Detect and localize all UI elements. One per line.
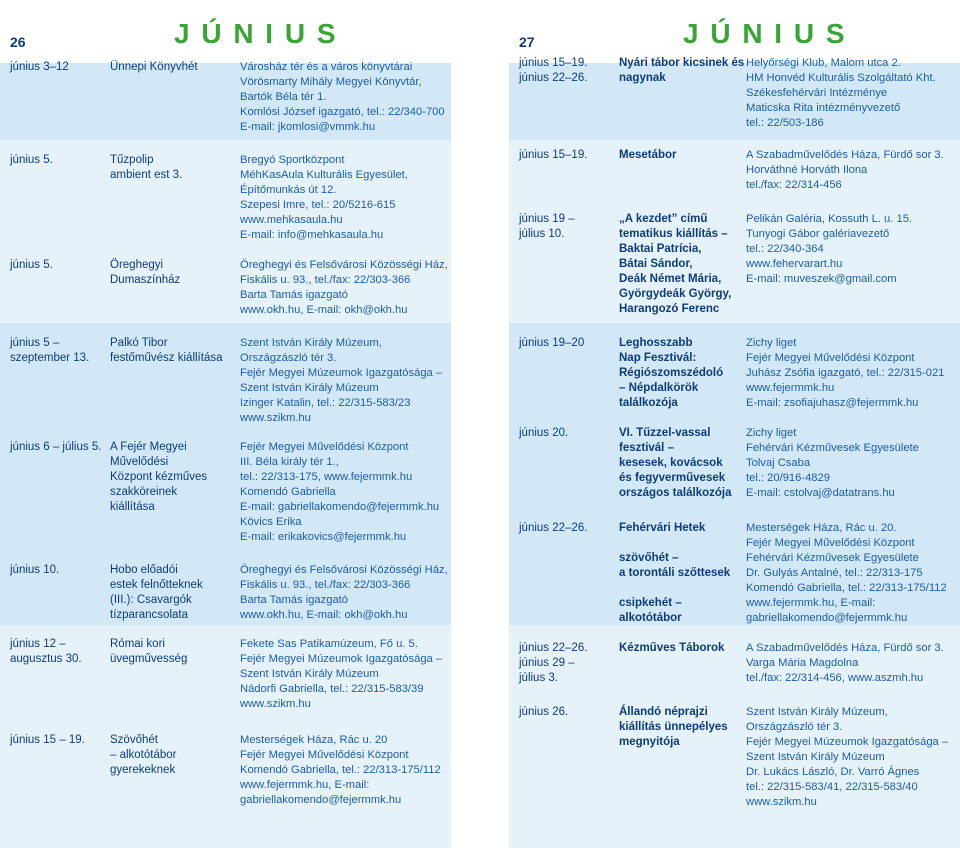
- event-venue-line: tel.: 22/503-186: [746, 117, 824, 129]
- event-title-line: Nyári tábor kicsinek és: [619, 57, 745, 69]
- event-date-line: június 5 –: [10, 337, 60, 349]
- event-venue-line: III. Béla király tér 1.,: [240, 456, 339, 468]
- event-venue-line: Zichy liget: [746, 427, 797, 439]
- left-page: [0, 0, 451, 848]
- event-title-line: Harangozó Ferenc: [619, 303, 720, 315]
- page-header: [0, 0, 451, 63]
- event-venue-line: tel.: 22/340-364: [746, 243, 824, 255]
- event-venue-line: Szent István Király Múzeum,: [240, 337, 382, 349]
- event-venue-line: Fejér Megyei Múzeumok Igazgatósága –: [240, 653, 443, 665]
- event-venue-line[interactable]: www.fehervarart.hu: [746, 258, 843, 270]
- event-date-line: június 29 –: [519, 657, 575, 669]
- event-venue: [746, 148, 958, 193]
- event-date-line: június 19 –: [519, 213, 575, 225]
- event-venue: [240, 153, 450, 243]
- right-page: [509, 0, 960, 848]
- event-title-line: szövőhét –: [619, 552, 679, 564]
- event-date-line: június 20.: [519, 427, 569, 439]
- event-title: [619, 426, 743, 501]
- event-date-line: szeptember 13.: [10, 352, 90, 364]
- event-title-line: VI. Tűzzel-vassal: [619, 427, 711, 439]
- event-date: [10, 440, 106, 455]
- event-title-line: Ünnepi Könyvhét: [110, 61, 198, 73]
- event-title-line: Deák Német Mária,: [619, 273, 722, 285]
- event-venue-line: tel.: 20/916-4829: [746, 472, 830, 484]
- event-title-line: Bátai Sándor,: [619, 258, 693, 270]
- event-date-line: június 3–12: [10, 61, 69, 73]
- event-venue-line[interactable]: www.okh.hu, E-mail: okh@okh.hu: [240, 609, 408, 621]
- event-venue-line: Szent István Király Múzeum: [240, 668, 379, 680]
- event-date-line: június 10.: [10, 564, 60, 576]
- event-date: [10, 563, 106, 578]
- event-venue-line[interactable]: www.szikm.hu: [240, 698, 311, 710]
- event-title-line: Szövőhét: [110, 734, 158, 746]
- event-title-line: országos találkozója: [619, 487, 732, 499]
- event-title-line: – alkotótábor: [110, 749, 177, 761]
- event-date: [10, 60, 106, 75]
- event-venue-line[interactable]: E-mail: gabriellakomendo@fejermmk.hu: [240, 501, 440, 513]
- event-venue-line[interactable]: www.fejermmk.hu: [746, 382, 835, 394]
- event-title-line: a torontáli szőttesek: [619, 567, 731, 579]
- event-venue-line: Horváthné Horváth Ilona: [746, 164, 868, 176]
- event-title-line: Központ kézműves: [110, 471, 208, 483]
- event-venue-line[interactable]: www.szikm.hu: [240, 412, 311, 424]
- event-venue-line: HM Honvéd Kulturális Szolgáltató Kht.: [746, 72, 936, 84]
- event-venue-line[interactable]: E-mail: jkomlosi@vmmk.hu: [240, 121, 376, 133]
- month-heading: JÚNIUS: [174, 18, 348, 49]
- event-venue: [746, 336, 958, 411]
- event-title-line: (III.): Csavargók: [110, 594, 192, 606]
- event-venue-line: Komlósi József igazgató, tel.: 22/340-700: [240, 106, 445, 118]
- event-date: [519, 705, 615, 720]
- event-venue-line: Juhász Zsófia igazgató, tel.: 22/315-021: [746, 367, 945, 379]
- event-title-line: Nap Fesztivál:: [619, 352, 697, 364]
- event-venue-line: tel.: 22/315-583/41, 22/315-583/40: [746, 781, 918, 793]
- event-venue-line: MéhKasAula Kulturális Egyesület,: [240, 169, 408, 181]
- event-venue-line: Tolvaj Csaba: [746, 457, 811, 469]
- event-date-line: július 10.: [519, 228, 565, 240]
- event-title-line: kesesek, kovácsok: [619, 457, 723, 469]
- event-date: [519, 641, 615, 686]
- event-venue: [240, 733, 450, 808]
- event-title-line: „A kezdet” című: [619, 213, 708, 225]
- event-title-line: kiállítása: [110, 501, 155, 513]
- event-date-line: június 15–19.: [519, 149, 588, 161]
- event-venue-line[interactable]: E-mail: zsofiajuhasz@fejermmk.hu: [746, 397, 919, 409]
- event-title: [619, 521, 743, 626]
- event-date: [10, 336, 106, 366]
- event-title: [110, 440, 240, 515]
- event-venue-line: Tunyogi Gábor galériavezető: [746, 228, 890, 240]
- event-title-line: Művelődési: [110, 456, 169, 468]
- event-title-line: A Fejér Megyei: [110, 441, 187, 453]
- event-date-line: június 15 – 19.: [10, 734, 85, 746]
- event-title-line: szakköreinek: [110, 486, 178, 498]
- event-venue-line: Komendó Gabriella, tel.: 22/313-175/112: [746, 582, 947, 594]
- event-title-line: Dumaszínház: [110, 274, 181, 286]
- event-venue-line: Fekete Sas Patikamúzeum, Fő u. 5.: [240, 638, 418, 650]
- event-date-line: június 19–20: [519, 337, 585, 349]
- event-title-line: Öreghegyi: [110, 259, 164, 271]
- event-venue-line: Fejér Megyei Múzeumok Igazgatósága –: [240, 367, 443, 379]
- event-date: [519, 212, 615, 242]
- event-title-line: [619, 536, 743, 551]
- event-venue-line: Országzászló tér 3.: [746, 721, 843, 733]
- event-venue-line: Építőmunkás út 12.: [240, 184, 337, 196]
- event-venue-line: Szent István Király Múzeum: [240, 382, 379, 394]
- event-venue-line: Varga Mária Magdolna: [746, 657, 859, 669]
- event-venue-line: Fejér Megyei Művelődési Központ: [746, 352, 915, 364]
- event-venue-line: Öreghegyi és Felsővárosi Közösségi Ház,: [240, 564, 448, 576]
- event-date-line: június 22–26.: [519, 72, 588, 84]
- event-venue: [746, 641, 958, 686]
- event-venue-line[interactable]: www.fejermmk.hu, E-mail:: [240, 779, 370, 791]
- event-venue-line: Szent István Király Múzeum,: [746, 706, 888, 718]
- event-title-line: Fehérvári Hetek: [619, 522, 706, 534]
- event-date: [519, 521, 615, 536]
- event-venue-line: Helyőrségi Klub, Malom utca 2.: [746, 57, 901, 69]
- event-title: [110, 563, 240, 623]
- event-venue-line[interactable]: gabriellakomendo@fejermmk.hu: [746, 612, 908, 624]
- event-title-line: Mesetábor: [619, 149, 677, 161]
- event-date: [519, 148, 615, 163]
- event-date: [519, 56, 615, 86]
- event-venue-line: Kövics Erika: [240, 516, 302, 528]
- event-title: [110, 733, 240, 778]
- event-venue-line: Székesfehérvári Intézménye: [746, 87, 888, 99]
- event-venue-line: Barta Tamás igazgató: [240, 289, 349, 301]
- event-date-line: június 5.: [10, 154, 53, 166]
- event-title: [110, 60, 240, 75]
- event-venue-line: Országzászló tér 3.: [240, 352, 337, 364]
- event-venue-line[interactable]: www.mehkasaula.hu: [240, 214, 343, 226]
- event-title-line: találkozója: [619, 397, 678, 409]
- event-date-line: június 22–26.: [519, 642, 588, 654]
- event-title-line: kiállítás ünnepélyes: [619, 721, 728, 733]
- event-venue-line[interactable]: E-mail: cstolvaj@datatrans.hu: [746, 487, 895, 499]
- event-venue: [240, 440, 450, 545]
- event-venue-line: Fejér Megyei Művelődési Központ: [746, 537, 915, 549]
- event-venue: [240, 336, 450, 426]
- event-venue-line: Zichy liget: [746, 337, 797, 349]
- page-number: 27: [519, 34, 535, 50]
- event-title-line: alkotótábor: [619, 612, 682, 624]
- event-venue-line: Öreghegyi és Felsővárosi Közösségi Ház,: [240, 259, 448, 271]
- event-venue: [746, 212, 958, 287]
- event-venue-line: Fiskális u. 93., tel./fax: 22/303-366: [240, 274, 411, 286]
- event-venue-line: Dr. Lukács László, Dr. Varró Ágnes: [746, 766, 920, 778]
- event-venue: [240, 258, 450, 318]
- event-title-line: megnyitója: [619, 736, 680, 748]
- event-title-line: tematikus kiállítás –: [619, 228, 728, 240]
- event-title: [619, 336, 743, 411]
- event-title-line: Leghosszabb: [619, 337, 693, 349]
- event-title-line: festőművész kiállítása: [110, 352, 223, 364]
- event-date-line: június 26.: [519, 706, 569, 718]
- event-title: [110, 258, 240, 288]
- event-venue-line: Bregyó Sportközpont: [240, 154, 345, 166]
- event-title-line: Állandó néprajzi: [619, 706, 708, 718]
- event-venue: [240, 563, 450, 623]
- event-date: [10, 153, 106, 168]
- event-title-line: üvegművesség: [110, 653, 188, 665]
- event-venue-line[interactable]: E-mail: muveszek@gmail.com: [746, 273, 897, 285]
- event-venue-line[interactable]: gabriellakomendo@fejermmk.hu: [240, 794, 402, 806]
- event-date-line: június 5.: [10, 259, 53, 271]
- event-date-line: június 12 –: [10, 638, 66, 650]
- event-date: [519, 336, 615, 351]
- event-venue-line: Maticska Rita intézményvezető: [746, 102, 901, 114]
- event-title-line: Római kori: [110, 638, 165, 650]
- event-venue-line: Fejér Megyei Múzeumok Igazgatósága –: [746, 736, 949, 748]
- event-title-line: csipkehét –: [619, 597, 682, 609]
- event-venue: [240, 60, 450, 135]
- event-venue-line[interactable]: E-mail: info@mehkasaula.hu: [240, 229, 384, 241]
- event-venue-line: Mesterségek Háza, Rác u. 20.: [746, 522, 897, 534]
- page-number: 26: [10, 34, 26, 50]
- event-venue: [240, 637, 450, 712]
- event-venue-line: Komendó Gabriella: [240, 486, 336, 498]
- event-venue-line[interactable]: www.fejermmk.hu, E-mail:: [746, 597, 876, 609]
- event-title-line: – Népdalkörök: [619, 382, 699, 394]
- event-venue: [746, 56, 958, 131]
- event-title: [619, 641, 743, 656]
- event-venue-line: Izinger Katalin, tel.: 22/315-583/23: [240, 397, 411, 409]
- event-title: [619, 56, 743, 86]
- event-venue-line: Fiskális u. 93., tel./fax: 22/303-366: [240, 579, 411, 591]
- event-venue-line: Szent István Király Múzeum: [746, 751, 885, 763]
- event-title-line: estek felnőtteknek: [110, 579, 203, 591]
- event-title-line: ambient est 3.: [110, 169, 183, 181]
- event-venue-line: Vörösmarty Mihály Megyei Könyvtár,: [240, 76, 422, 88]
- event-title: [619, 705, 743, 750]
- event-title-line: Györgydeák György,: [619, 288, 732, 300]
- event-title-line: nagynak: [619, 72, 666, 84]
- event-venue-line: Pelikán Galéria, Kossuth L. u. 15.: [746, 213, 913, 225]
- event-venue-line[interactable]: www.okh.hu, E-mail: okh@okh.hu: [240, 304, 408, 316]
- event-date: [519, 426, 615, 441]
- event-venue-line: Fehérvári Kézművesek Egyesülete: [746, 552, 919, 564]
- event-venue-line: Fejér Megyei Művelődési Központ: [240, 749, 409, 761]
- event-venue-line: Városház tér és a város könyvtárai: [240, 61, 413, 73]
- event-venue: [746, 705, 958, 810]
- event-title-line: és fegyverművesek: [619, 472, 726, 484]
- event-title-line: Kézműves Táborok: [619, 642, 725, 654]
- event-title-line: tízparancsolata: [110, 609, 188, 621]
- event-title-line: [619, 581, 743, 596]
- event-date: [10, 733, 106, 748]
- event-title: [619, 148, 743, 163]
- event-title-line: Tűzpolip: [110, 154, 154, 166]
- event-title-line: gyerekeknek: [110, 764, 176, 776]
- event-title: [110, 336, 240, 366]
- event-title: [110, 637, 240, 667]
- event-title: [619, 212, 743, 317]
- event-title-line: Baktai Patrícia,: [619, 243, 702, 255]
- event-venue-line: A Szabadművelődés Háza, Fürdő sor 3.: [746, 149, 944, 161]
- event-venue-line: Nádorfi Gabriella, tel.: 22/315-583/39: [240, 683, 424, 695]
- event-date-line: június 6 – július 5.: [10, 441, 102, 453]
- event-date-line: július 3.: [519, 672, 558, 684]
- event-venue-line[interactable]: tel./fax: 22/314-456, www.aszmh.hu: [746, 672, 924, 684]
- event-venue-line: Komendó Gabriella, tel.: 22/313-175/112: [240, 764, 441, 776]
- event-date-line: augusztus 30.: [10, 653, 82, 665]
- event-title-line: Régiószomszédoló: [619, 367, 724, 379]
- event-venue-line: Barta Tamás igazgató: [240, 594, 349, 606]
- event-title-line: Hobo előadói: [110, 564, 178, 576]
- event-date-line: június 15–19.: [519, 57, 588, 69]
- event-venue-line: Mesterségek Háza, Rác u. 20: [240, 734, 388, 746]
- event-title: [110, 153, 240, 183]
- event-venue-line: tel./fax: 22/314-456: [746, 179, 842, 191]
- event-venue: [746, 521, 958, 626]
- page-header: [509, 0, 960, 63]
- event-venue-line: A Szabadművelődés Háza, Fürdő sor 3.: [746, 642, 944, 654]
- event-venue-line: Fejér Megyei Művelődési Központ: [240, 441, 409, 453]
- event-venue-line: Szepesi Imre, tel.: 20/5216-615: [240, 199, 396, 211]
- event-title-line: fesztivál –: [619, 442, 674, 454]
- event-venue-line[interactable]: tel.: 22/313-175, www.fejermmk.hu: [240, 471, 413, 483]
- event-date: [10, 258, 106, 273]
- event-venue: [746, 426, 958, 501]
- event-venue-line: Bartók Béla tér 1.: [240, 91, 327, 103]
- event-venue-line: Fehérvári Kézművesek Egyesülete: [746, 442, 919, 454]
- month-heading: JÚNIUS: [683, 18, 857, 49]
- event-venue-line: Dr. Gulyás Antalné, tel.: 22/313-175: [746, 567, 923, 579]
- event-title-line: Palkó Tibor: [110, 337, 168, 349]
- event-venue-line[interactable]: E-mail: erikakovics@fejermmk.hu: [240, 531, 407, 543]
- event-venue-line[interactable]: www.szikm.hu: [746, 796, 817, 808]
- event-date: [10, 637, 106, 667]
- event-date-line: június 22–26.: [519, 522, 588, 534]
